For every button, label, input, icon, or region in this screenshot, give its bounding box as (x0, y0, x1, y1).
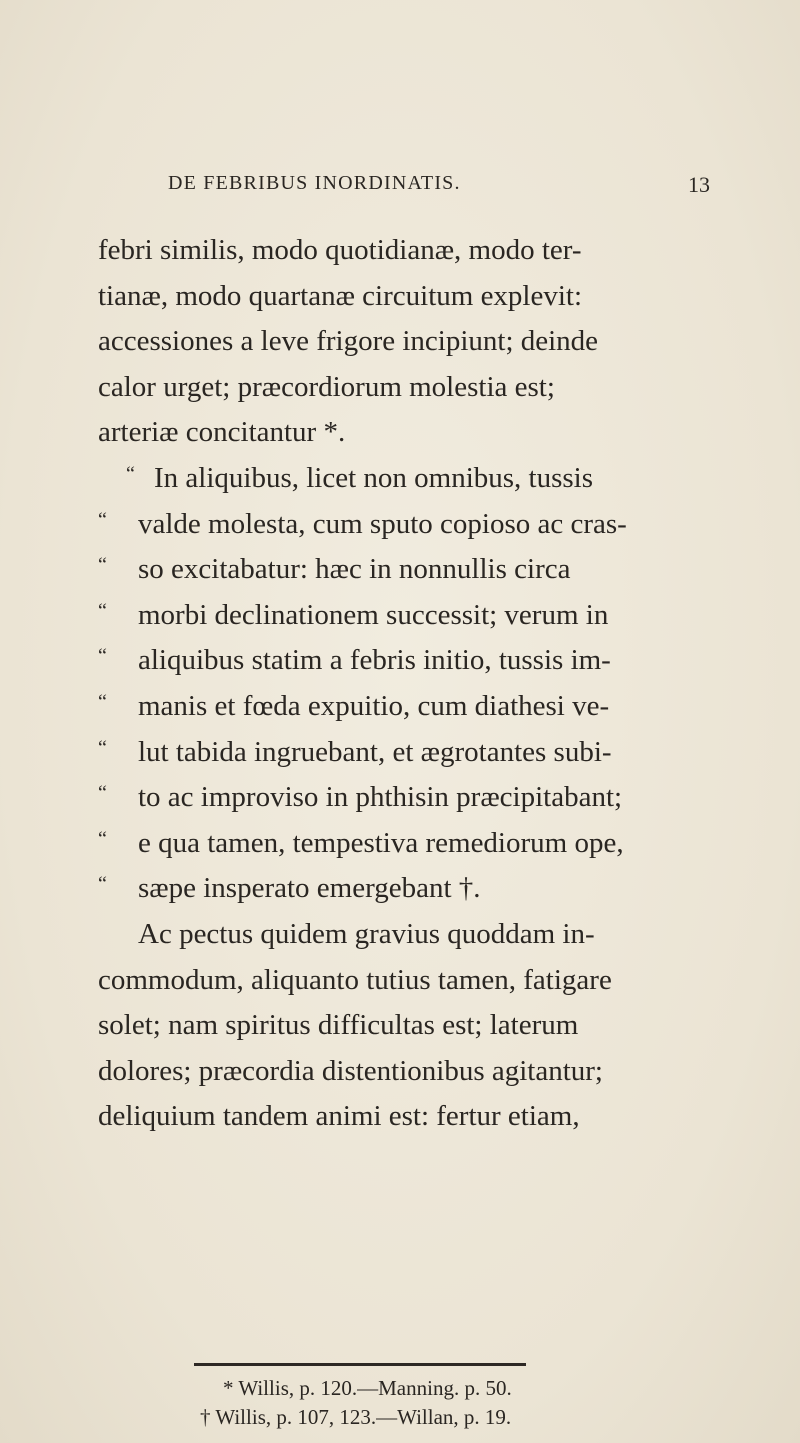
text-line: calor urget; præcordiorum molestia est; (98, 370, 555, 403)
page-number: 13 (688, 172, 710, 197)
page-header (168, 172, 710, 202)
quoted-line: “ morbi declinationem successit; verum in (98, 593, 718, 639)
footnote-rule (194, 1363, 526, 1366)
quoted-line: “ manis et fœda expuitio, cum diathesi ve- (98, 684, 718, 730)
text-line: solet; nam spiritus difficultas est; laterum (98, 1009, 579, 1042)
quote-mark: “ (98, 827, 107, 850)
footnote: * Willis, p. 120.—Manning. p. 50. (223, 1376, 512, 1400)
quote-mark: “ (98, 690, 107, 713)
running-title: DE FEBRIBUS INORDINATIS. (168, 172, 461, 194)
text-line: accessiones a leve frigore incipiunt; deinde (98, 325, 599, 358)
quoted-line: “ to ac improviso in phthisin præcipitabant; (98, 775, 718, 821)
body-text (98, 228, 718, 1140)
quoted-line: “ so excitabatur: hæc in nonnullis circa (98, 547, 718, 593)
text-line: Ac pectus quidem gravius quoddam in- (138, 917, 595, 950)
footnote: † Willis, p. 107, 123.—Willan, p. 19. (200, 1405, 512, 1429)
text-line: deliquium tandem animi est: fertur etiam, (98, 1100, 580, 1133)
quote-mark: “ (98, 873, 107, 896)
text-line: dolores; præcordia distentionibus agitantur; (98, 1054, 603, 1087)
quoted-line: “ aliquibus statim a febris initio, tussis im- (98, 638, 718, 684)
text-line: tianæ, modo quartanæ circuitum explevit: (98, 279, 583, 312)
quote-mark: “ (98, 599, 107, 622)
quote-mark: “ (98, 782, 107, 805)
quoted-line: “ sæpe insperato emergebant †. (98, 866, 718, 912)
quote-mark: “ (126, 462, 135, 485)
quote-mark: “ (98, 645, 107, 668)
quote-mark: “ (98, 508, 107, 531)
text-line: febri similis, modo quotidianæ, modo ter- (98, 234, 582, 266)
quote-mark: “ (98, 736, 107, 759)
text-line: commodum, aliquanto tutius tamen, fatigare (98, 963, 612, 996)
quote-mark: “ (98, 554, 107, 577)
quoted-line: “ lut tabida ingruebant, et ægrotantes subi- (98, 730, 718, 776)
quoted-line: “ valde molesta, cum sputo copioso ac cras- (98, 502, 718, 548)
quoted-line: “ e qua tamen, tempestiva remediorum ope, (98, 821, 718, 867)
text-line: arteriæ concitantur *. (98, 416, 346, 449)
quoted-line: “ In aliquibus, licet non omnibus, tussis (98, 456, 718, 502)
